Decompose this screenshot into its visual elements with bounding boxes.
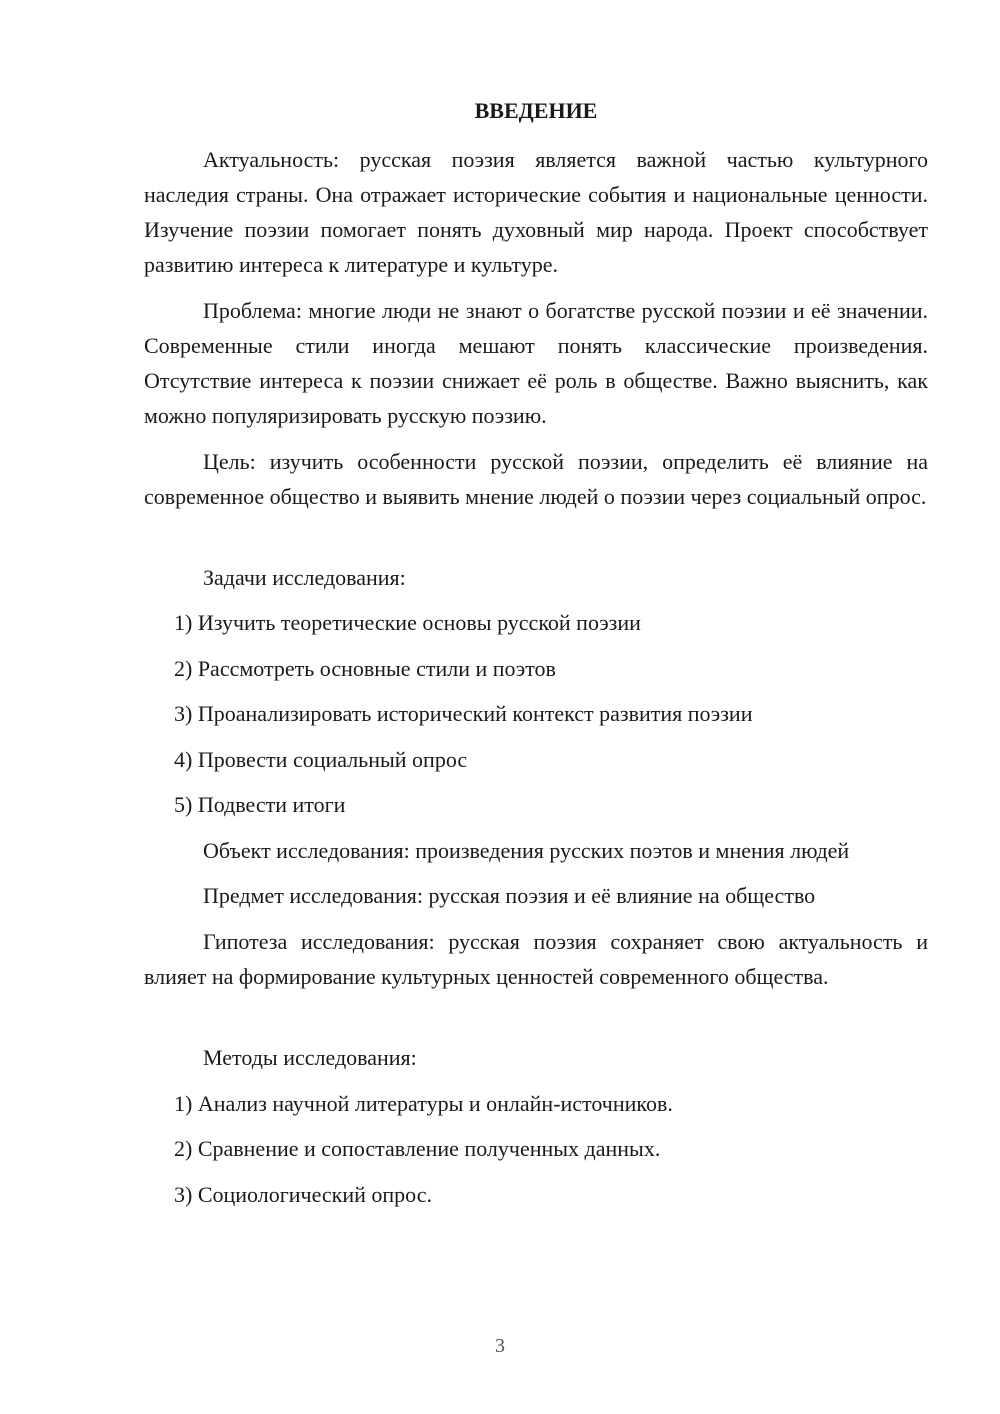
goal-paragraph: Цель: изучить особенности русской поэзии, определить её влияние на современное общество и выявить мнение людей о поэзии через социальный опрос. (144, 449, 928, 509)
method-item: 2) Сравнение и сопоставление полученных данных. (174, 1136, 661, 1161)
research-subject: Предмет исследования: русская поэзия и её влияние на общество (203, 883, 816, 908)
task-item: 3) Проанализировать исторический контекст развития поэзии (174, 701, 753, 726)
task-item: 1) Изучить теоретические основы русской поэзии (174, 610, 641, 635)
problem-paragraph: Проблема: многие люди не знают о богатстве русской поэзии и её значении. Современные стили иногда мешают понять классические произведения. Отсутствие интереса к поэзии снижает её роль в обществе. Важно выяснить, как можно популяризировать русскую поэзию. (144, 298, 928, 428)
hypothesis-paragraph: Гипотеза исследования: русская поэзия сохраняет свою актуальность и влияет на формирование культурных ценностей современного общества. (144, 929, 928, 989)
page-number: 3 (495, 1335, 505, 1357)
method-item: 3) Социологический опрос. (174, 1182, 432, 1207)
task-item: 2) Рассмотреть основные стили и поэтов (174, 656, 556, 681)
task-item: 5) Подвести итоги (174, 792, 346, 817)
document-page (144, 0, 928, 1414)
relevance-paragraph: Актуальность: русская поэзия является важной частью культурного наследия страны. Она отражает исторические события и национальные ценности. Изучение поэзии помогает понять духовный мир народа. Проект способствует развитию интереса к литературе и культуре. (144, 147, 928, 277)
task-item: 4) Провести социальный опрос (174, 747, 468, 772)
research-object: Объект исследования: произведения русских поэтов и мнения людей (203, 838, 850, 863)
page-title: ВВЕДЕНИЕ (474, 98, 598, 123)
tasks-heading: Задачи исследования: (203, 565, 406, 590)
method-item: 1) Анализ научной литературы и онлайн-источников. (174, 1091, 673, 1116)
methods-heading: Методы исследования: (203, 1045, 417, 1070)
